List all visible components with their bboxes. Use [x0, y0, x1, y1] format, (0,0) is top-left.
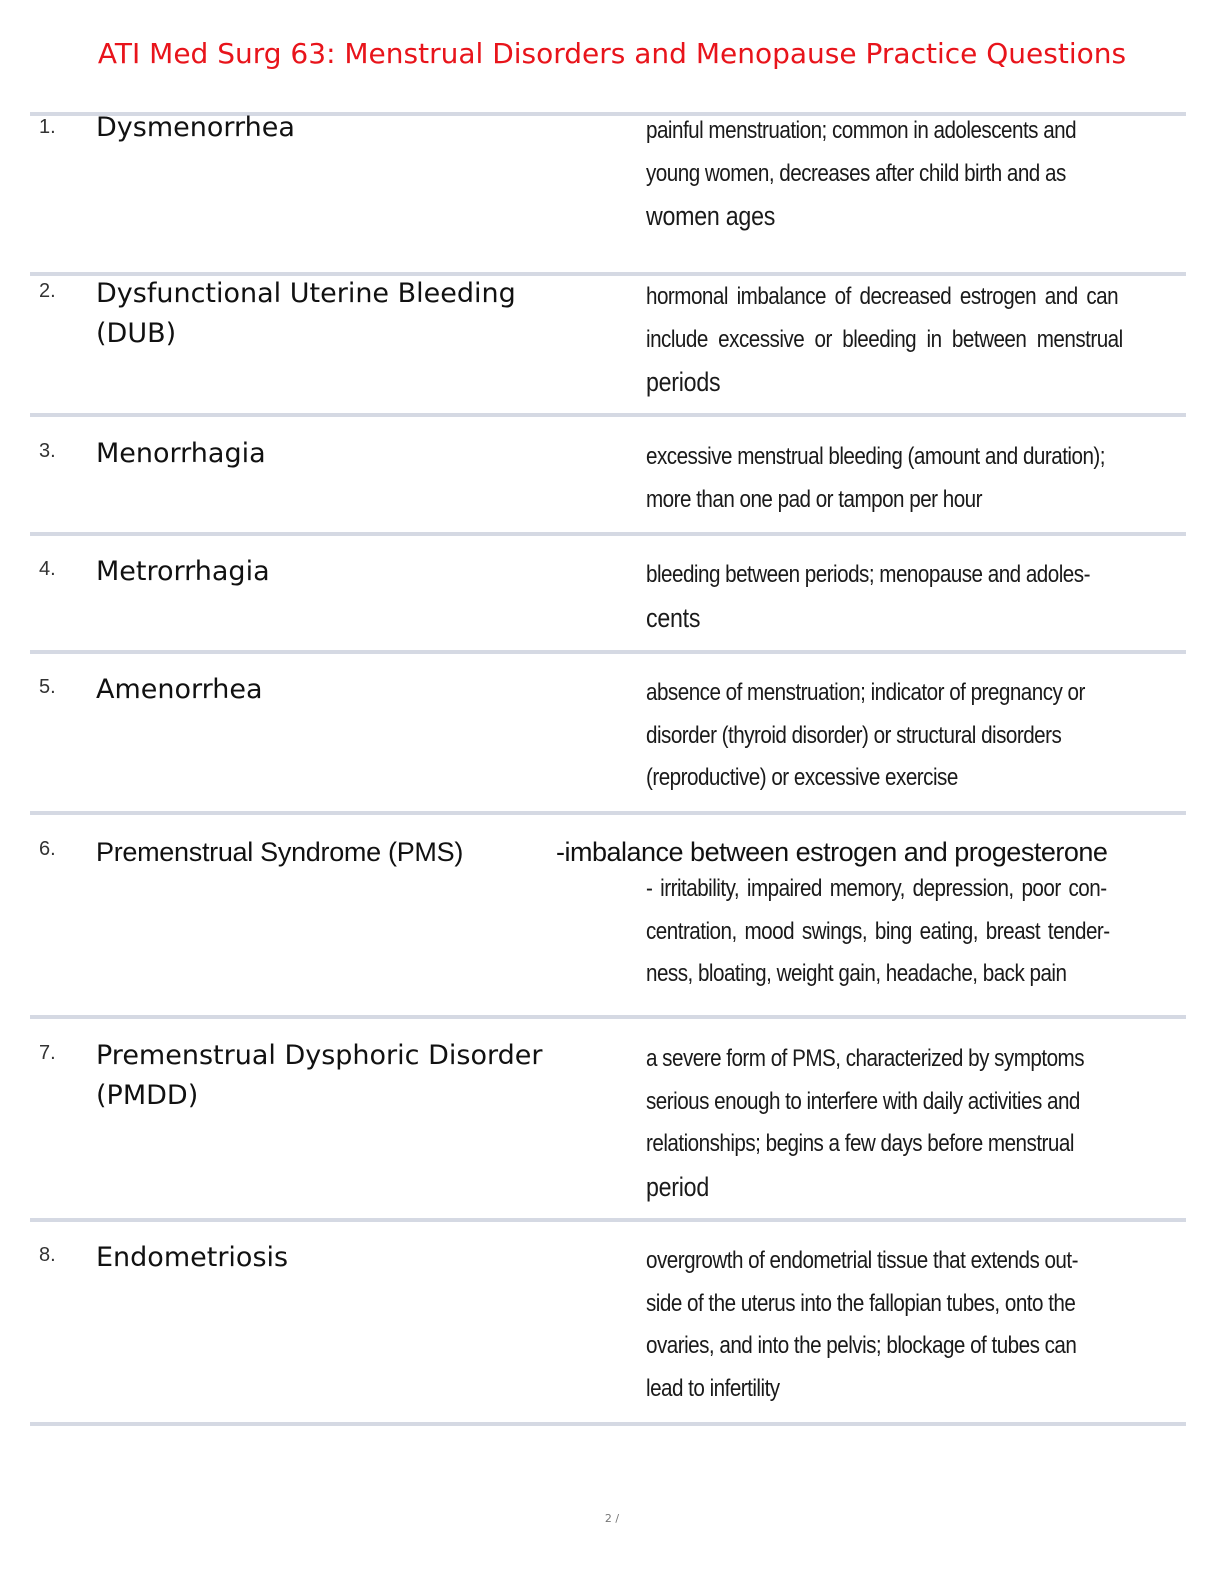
- divider: [30, 650, 1186, 654]
- item-term: Amenorrhea: [96, 674, 263, 705]
- divider: [30, 1422, 1186, 1426]
- item-number: 5.: [39, 676, 56, 698]
- item-number: 3.: [39, 440, 56, 462]
- divider: [30, 811, 1186, 815]
- item-number: 6.: [39, 838, 56, 860]
- divider: [30, 532, 1186, 536]
- item-number: 8.: [39, 1244, 56, 1266]
- item-term: Endometriosis: [96, 1242, 289, 1273]
- divider: [30, 1218, 1186, 1222]
- item-definition: a severe form of PMS, characterized by symptoms serious enough to interfere with daily activities and relationships; begins a few days before menstrual period: [646, 1045, 1085, 1202]
- item-definition: hormonal imbalance of decreased estrogen and can include excessive or bleeding in between menstrual periods: [646, 283, 1123, 397]
- divider: [30, 1015, 1186, 1019]
- page-number: 2 /: [604, 1512, 620, 1525]
- item-definition: painful menstruation; common in adolescents and young women, decreases after child birth and as women ages: [646, 117, 1077, 231]
- item-term: Premenstrual Syndrome (PMS): [96, 837, 464, 867]
- item-term: Metrorrhagia: [96, 556, 270, 587]
- item-number: 1.: [39, 116, 56, 138]
- item-definition: overgrowth of endometrial tissue that extends out- side of the uterus into the fallopian tubes, onto the ovaries, and into the pelvis; blockage of tubes can lead to infertility: [646, 1247, 1078, 1402]
- item-definition: bleeding between periods; menopause and adoles- cents: [646, 561, 1090, 633]
- item-definition: excessive menstrual bleeding (amount and duration); more than one pad or tampon per hour: [646, 443, 1105, 513]
- divider: [30, 413, 1186, 417]
- item-term: Dysfunctional Uterine Bleeding (DUB): [96, 278, 516, 349]
- item-definition: - irritability, impaired memory, depression, poor con- centration, mood swings, bing eating, breast tender- ness, bloating, weight gain, headache, back pain: [646, 875, 1110, 987]
- item-number: 4.: [39, 558, 56, 580]
- item-term: Menorrhagia: [96, 438, 266, 469]
- item-number: 7.: [39, 1042, 56, 1064]
- item-definition-head: -imbalance between estrogen and progesterone: [556, 837, 1108, 867]
- page-title: ATI Med Surg 63: Menstrual Disorders and Menopause Practice Questions: [97, 37, 1127, 70]
- item-definition: absence of menstruation; indicator of pregnancy or disorder (thyroid disorder) or structural disorders (reproductive) or excessive exercise: [646, 679, 1085, 791]
- item-term: Premenstrual Dysphoric Disorder (PMDD): [96, 1040, 543, 1111]
- item-term: Dysmenorrhea: [96, 112, 295, 143]
- item-number: 2.: [39, 280, 56, 302]
